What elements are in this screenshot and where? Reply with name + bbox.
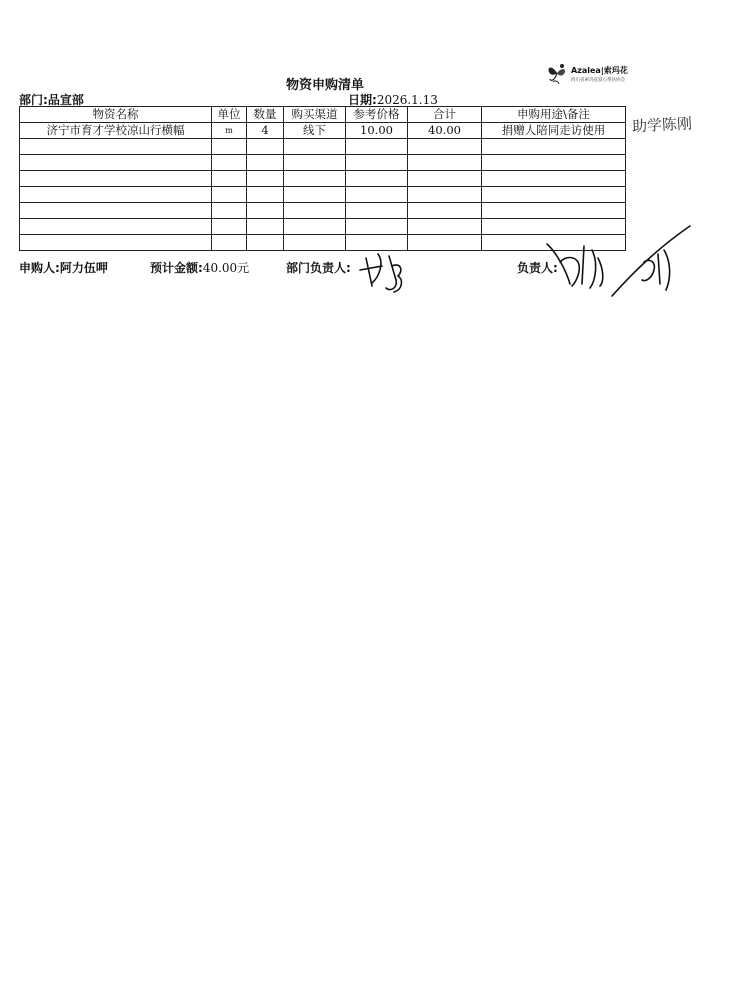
item-name-cell: 济宁市育才学校凉山行横幅 (20, 123, 212, 139)
col-header-quantity: 数量 (247, 107, 284, 123)
col-header-unit: 单位 (212, 107, 247, 123)
col-header-channel: 购买渠道 (284, 107, 346, 123)
col-header-subtotal: 合计 (408, 107, 482, 123)
department-label: 部门: (19, 93, 48, 107)
logo-subtitle: 四川省索玛花爱心帮扶协会 (571, 78, 625, 83)
department-value: 品宣部 (47, 93, 84, 107)
date-value: 2026.1.13 (376, 93, 438, 107)
col-header-ref-price: 参考价格 (346, 107, 408, 123)
ref-price-cell: 10.00 (346, 123, 408, 139)
head-label: 负责人: (517, 261, 558, 275)
col-header-item-name: 物资名称 (20, 107, 212, 123)
logo-brand-text: Azalea|索玛花 (571, 66, 628, 75)
date-label: 日期: (348, 93, 377, 107)
total-label: 预计金额: (150, 261, 203, 275)
channel-cell: 线下 (284, 123, 346, 139)
unit-cell: m (212, 123, 247, 139)
col-header-purpose: 申购用途\备注 (482, 107, 626, 123)
applicant-label: 申购人: (19, 261, 60, 275)
purpose-cell: 捐赠人陪同走访使用 (482, 123, 626, 139)
signature-strokes (0, 0, 750, 320)
handwritten-note: 助学陈刚 (631, 114, 693, 136)
dept-head-signature (360, 254, 401, 292)
document-title: 物资申购清单 (285, 78, 364, 93)
total-value: 40.00元 (202, 261, 250, 275)
head-signature (547, 226, 690, 296)
applicant-value: 阿力伍呷 (59, 261, 108, 275)
subtotal-cell: 40.00 (408, 123, 482, 139)
quantity-cell: 4 (247, 123, 284, 139)
dept-head-label: 部门负责人: (286, 261, 351, 275)
